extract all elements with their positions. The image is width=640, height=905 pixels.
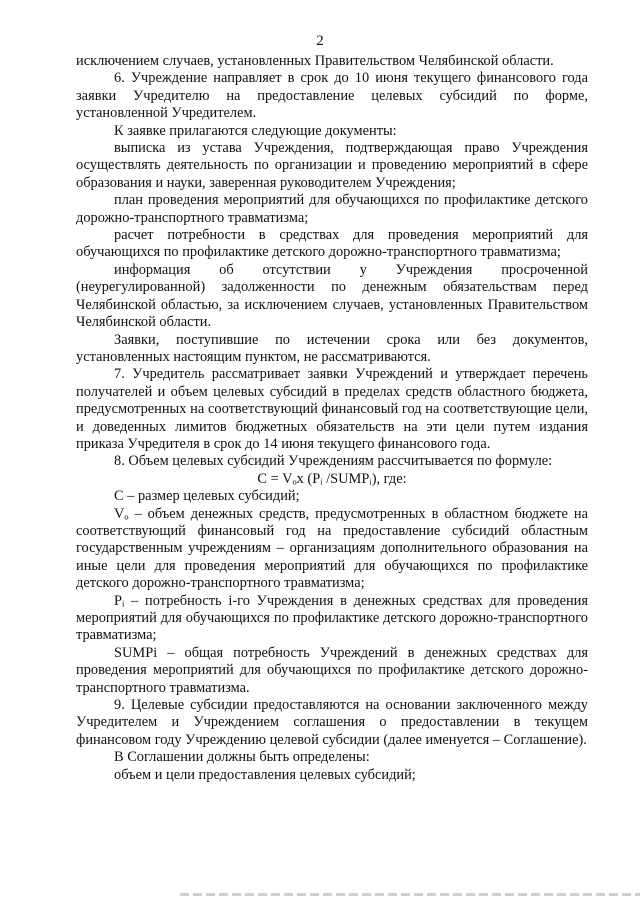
- paragraph-item-8: 8. Объем целевых субсидий Учреждениям рассчитывается по формуле:: [114, 453, 553, 470]
- paragraph-agreement-contents: В Соглашении должны быть определены:: [114, 749, 370, 766]
- page-number: 2: [316, 33, 324, 49]
- definition-v0: Vₒ – объем денежных средств, предусмотренных в областном бюджете на соответствующий финансовый год на предоставление субсидий областным государственным учреждениям – организациям дополнительного образования на иные цели для проведения мероприятий для обучающихся по профилактике детского дорожно-транспортного травматизма;: [76, 505, 588, 592]
- paragraph-debt-information: информация об отсутствии у Учреждения просроченной (неурегулированной) задолженности по денежным обязательствам перед Челябинской областью, за исключением случаев, установленных Правительством Челябинской области.: [76, 261, 588, 331]
- formula: C = Vₒx (Pᵢ /SUMPᵢ), где:: [257, 470, 407, 487]
- definition-c: С – размер целевых субсидий;: [114, 488, 300, 505]
- paragraph-item-9: 9. Целевые субсидии предоставляются на основании заключенного между Учредителем и Учреждением соглашения о предоставлении в текущем финансовом году Учреждению целевой субсидии (далее именуется – Соглашение).: [76, 697, 588, 748]
- definition-sumpi: SUMPi – общая потребность Учреждений в денежных средствах для проведения мероприятий для обучающихся по профилактике детского дорожно-транспортного травматизма.: [76, 644, 588, 696]
- paragraph-subsidy-volume: объем и цели предоставления целевых субсидий;: [114, 766, 416, 783]
- paragraph-item-7: 7. Учредитель рассматривает заявки Учреждений и утверждает перечень получателей и объем целевых субсидий в пределах средств областного бюджета, предусмотренных на соответствующий финансовый год на соответствующие цели, и доведенных лимитов бюджетных обязательств на эти цели путем издания приказа Учредителя в срок до 14 июня текущего финансового года.: [76, 366, 588, 452]
- paragraph-attachments-intro: К заявке прилагаются следующие документы:: [114, 122, 397, 139]
- paragraph-event-plan: план проведения мероприятий для обучающихся по профилактике детского дорожно-транспортного травматизма;: [76, 192, 588, 226]
- scan-bottom-edge: [180, 893, 640, 896]
- paragraph-funds-calculation: расчет потребности в средствах для проведения мероприятий для обучающихся по профилактике детского дорожно-транспортного травматизма;: [76, 227, 588, 261]
- paragraph-item-6: 6. Учреждение направляет в срок до 10 июня текущего финансового года заявки Учредителю на предоставление целевых субсидий по форме, установленной Учредителем.: [76, 70, 588, 122]
- paragraph-late-applications: Заявки, поступившие по истечении срока или без документов, установленных настоящим пунктом, не рассматриваются.: [76, 331, 588, 365]
- paragraph-charter-extract: выписка из устава Учреждения, подтверждающая право Учреждения осуществлять деятельность по организации и проведению мероприятий в сфере образования и науки, заверенная руководителем Учреждения;: [76, 140, 588, 191]
- definition-pi: Pᵢ – потребность i-го Учреждения в денежных средствах для проведения мероприятий для обучающихся по профилактике детского дорожно-транспортного травматизма;: [76, 592, 588, 644]
- document-body: [76, 53, 588, 784]
- paragraph-continuation: исключением случаев, установленных Правительством Челябинской области.: [76, 53, 554, 69]
